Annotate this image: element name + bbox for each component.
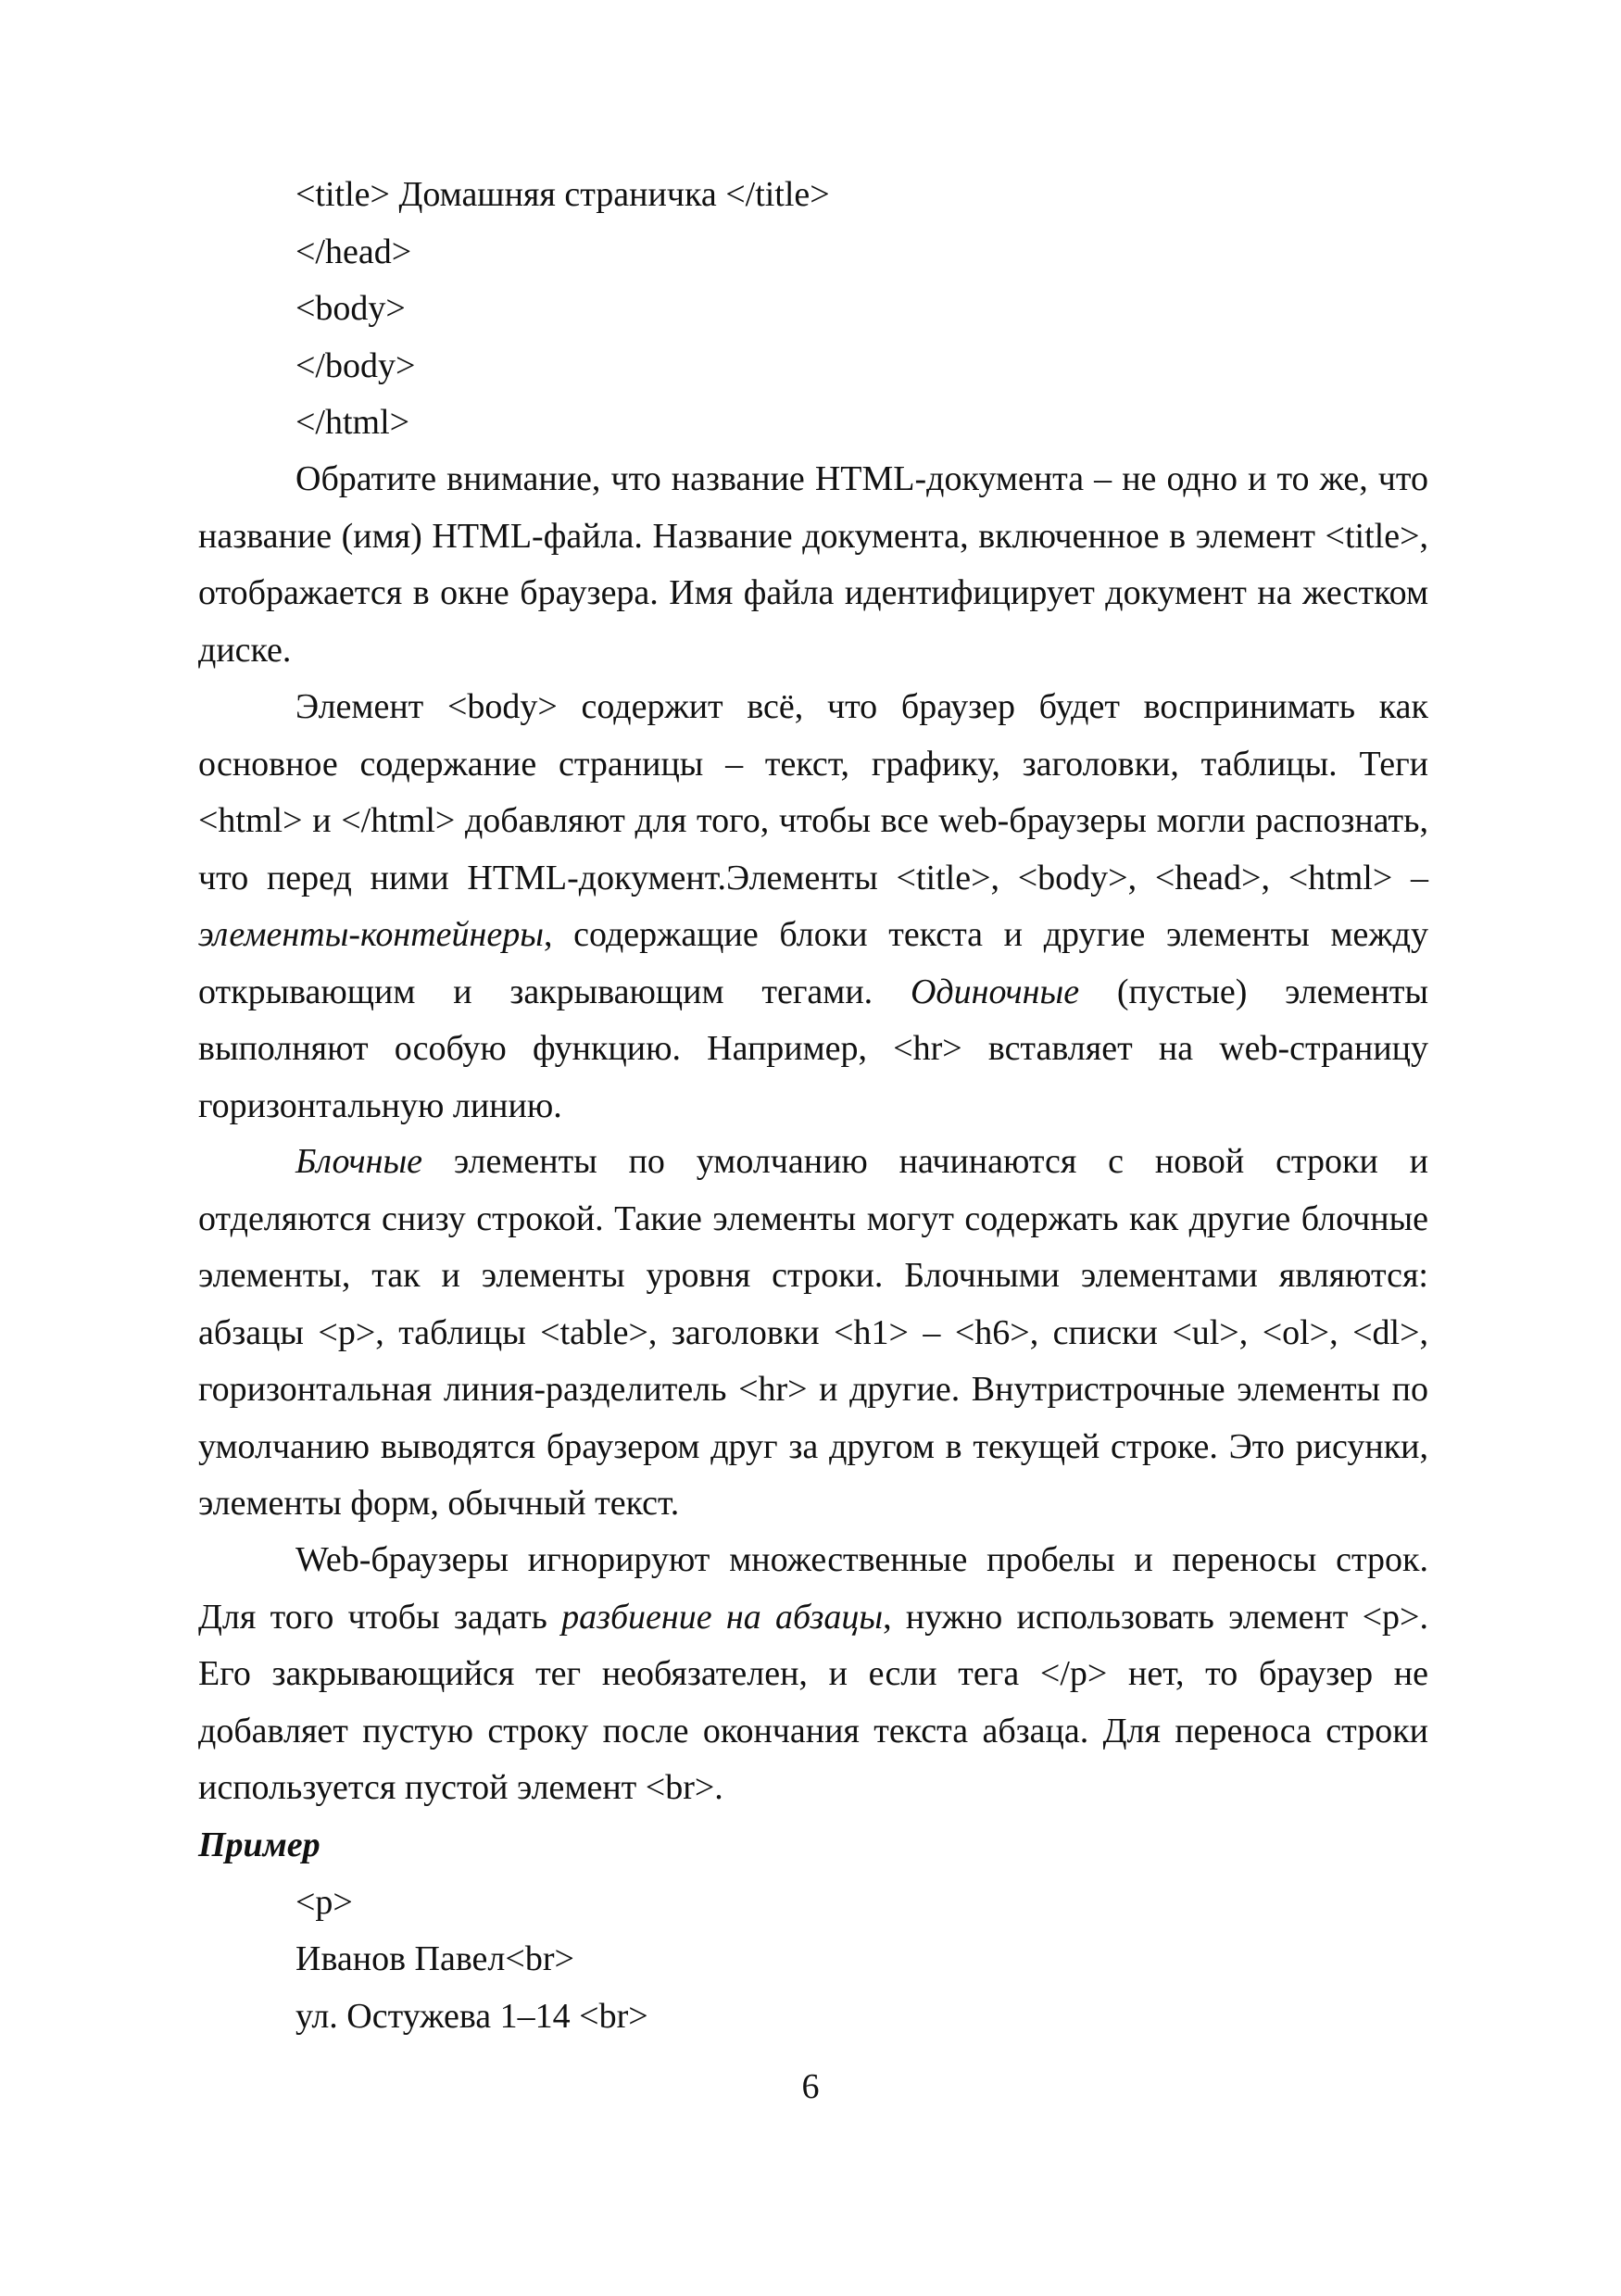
paragraph-text [198, 1532, 1428, 1817]
paragraph-text-part: Элемент <body> содержит всё, что браузер будет воспринимать как основное содержание страницы – текст, графику, заголовки, таблицы. Теги <html> и </html> добавляют для того, чтобы все web-браузеры могли распознать, что перед ними HTML-документ.Элементы <title>, <body>, <head>, <html> – [198, 687, 1428, 897]
code-line: ул. Остужева 1–14 <br> [295, 1996, 648, 2036]
code-block-top [198, 167, 1428, 452]
paragraph-1 [198, 451, 1428, 679]
emphasis-text: элементы-контейнеры [198, 915, 544, 954]
emphasis-text: Блочные [295, 1142, 423, 1181]
paragraph-2 [198, 679, 1428, 1135]
code-line: Иванов Павел<br> [295, 1939, 574, 1978]
paragraph-text-part: Web-браузеры игнорируют множественные пробелы и переносы строк. Для того чтобы задать [198, 1540, 1428, 1637]
paragraph-text-part: элементы по умолчанию начинаются с новой строки и отделяются снизу строкой. Такие элементы могут содержать как другие блочные элементы, так и элементы уровня строки. Блочными элементами являются: абзацы <p>, таблицы <table>, заголовки <h1> – <h6>, списки <ul>, <ol>, <dl>, горизонтальная линия-разделитель <hr> и другие. Внутристрочные элементы по умолчанию выводятся браузером друг за другом в текущей строке. Это рисунки, элементы форм, обычный текст. [198, 1142, 1428, 1523]
code-line: <title> Домашняя страничка </title> [295, 175, 830, 214]
code-line: <body> [295, 289, 406, 328]
code-line: </body> [295, 345, 416, 385]
emphasis-text: разбиение на абзацы [561, 1597, 884, 1637]
code-line: </html> [295, 403, 410, 442]
emphasis-text: Одиночные [910, 972, 1080, 1011]
paragraph-3 [198, 1134, 1428, 1533]
paragraph-text-part: , нужно использовать элемент <p>. Его закрывающийся тег необязателен, и если тега </p> нет, то браузер не добавляет пустую строку после окончания текста абзаца. Для переноса строки используется пустой элемент <br>. [198, 1597, 1428, 1807]
paragraph-text [198, 1134, 1428, 1533]
page-number: 6 [801, 2067, 820, 2106]
code-line: <p> [295, 1882, 353, 1922]
paragraph-text [198, 679, 1428, 1135]
paragraph-text: Обратите внимание, что название HTML-документа – не одно и то же, что название (имя) HTML-файла. Название документа, включенное в элемент <title>, отображается в окне браузера. Имя файла идентифицирует документ на жестком диске. [198, 459, 1428, 670]
example-heading: Пример [198, 1826, 320, 1864]
paragraph-text-part: (пустые) элементы выполняют особую функцию. Например, <hr> вставляет на web-страницу горизонтальную линию. [198, 972, 1429, 1125]
code-line: </head> [295, 232, 412, 271]
example-section [198, 1817, 1428, 2045]
paragraph-text-part: , содержащие блоки текста и другие элементы между открывающим и закрывающим тегами. [198, 915, 1428, 1011]
paragraph-4 [198, 1532, 1428, 1817]
